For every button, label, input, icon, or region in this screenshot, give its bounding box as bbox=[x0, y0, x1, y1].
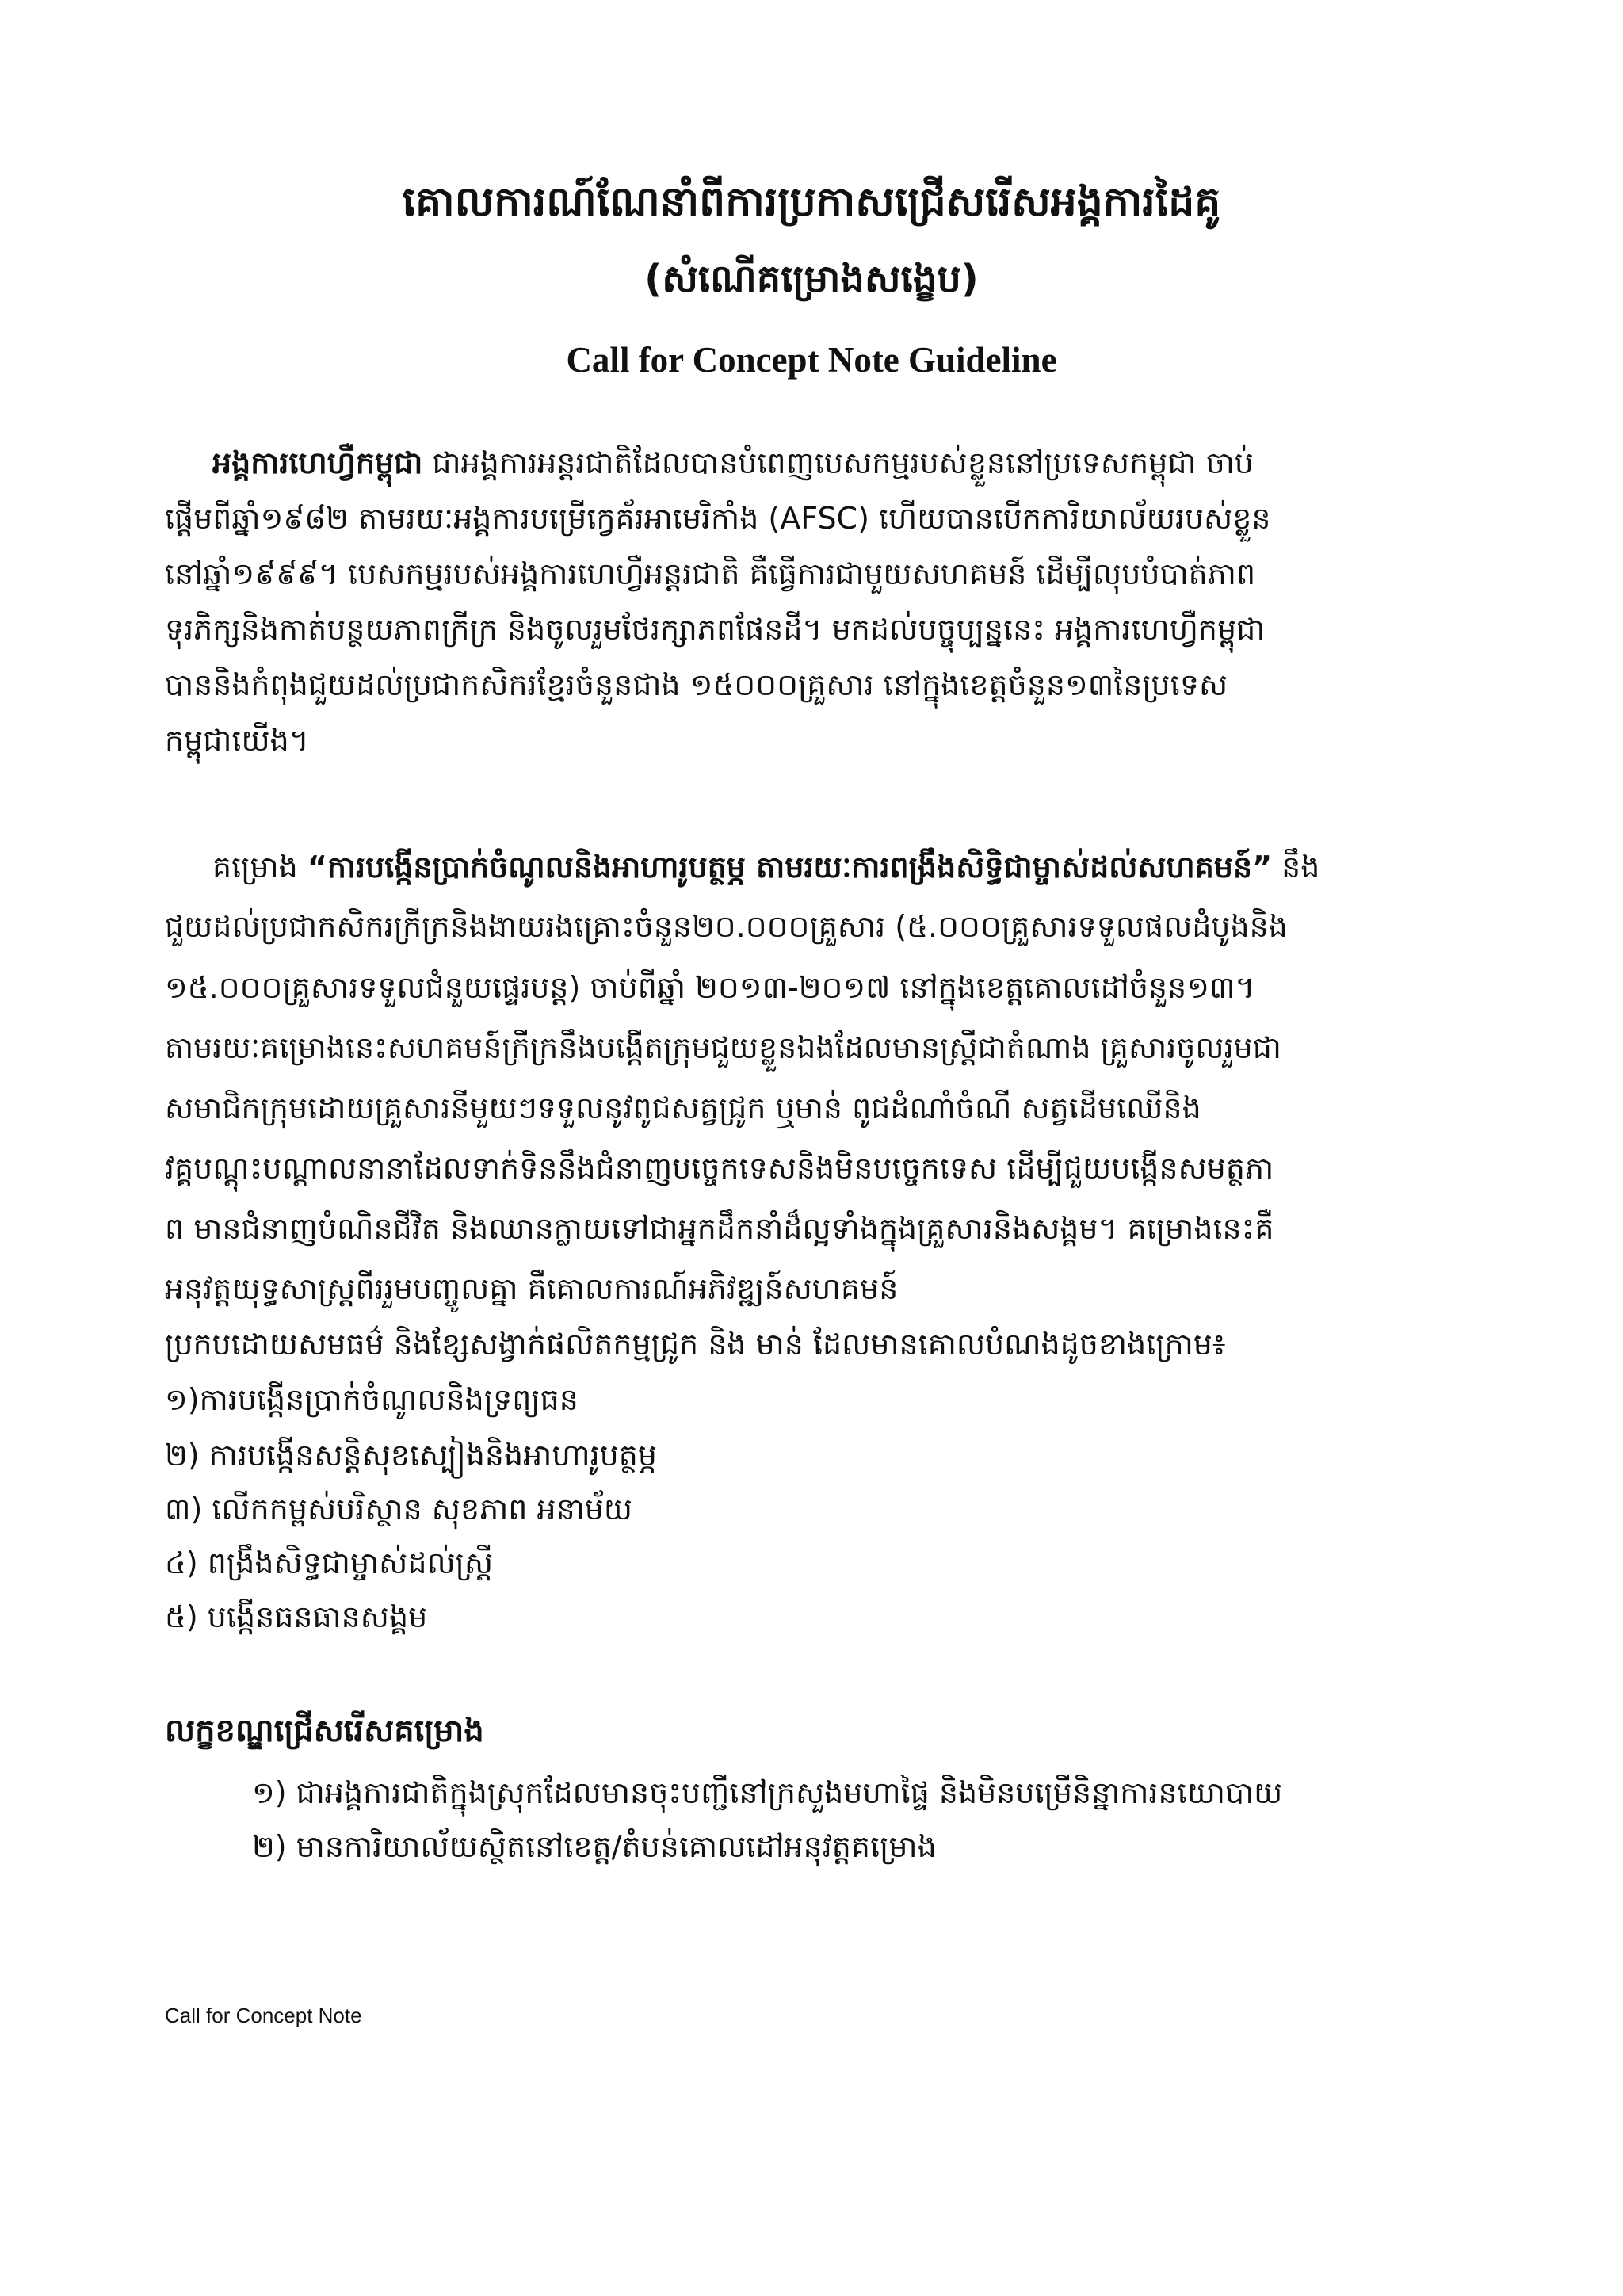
paragraph-project-line: ប្រកបដោយសមធម៌ និងខ្សែសង្វាក់ផលិតកម្មជ្រូក និង មាន់ ដែលមានគោលបំណងដូចខាងក្រោម៖ bbox=[165, 1327, 1226, 1362]
paragraph-project-line: វគ្គបណ្តុះបណ្តាលនានាដែលទាក់ទិននឹងជំនាញបច្ចេកទេសនិងមិនបច្ចេកទេស ដើម្បីជួយបង្កើនសមត្ថភា bbox=[165, 1151, 1274, 1186]
objective-item: ១)ការបង្កើនប្រាក់ចំណូលនិងទ្រព្យធន bbox=[165, 1382, 579, 1417]
paragraph-intro-line: កម្ពុជាយើង។ bbox=[165, 723, 309, 758]
title-khmer-line2: (សំណើគម្រោងសង្ខេប) bbox=[644, 257, 979, 301]
organization-name: អង្គការហេហ្វឺកម្ពុជា bbox=[212, 445, 423, 480]
paragraph-intro-line: បាននិងកំពុងជួយដល់ប្រជាកសិករខ្មែរចំនួនជាង ១៥០០០គ្រួសារ នៅក្នុងខេត្តចំនួន១៣នៃប្រទេស bbox=[165, 667, 1228, 702]
paragraph-project-line: ព មានជំនាញបំណិនជីវិត និងឈានក្លាយទៅជាអ្នកដឹកនាំដ៏ល្អទាំងក្នុងគ្រួសារនិងសង្គម។ គម្រោងនេះគឺ bbox=[165, 1211, 1274, 1246]
title-english: Call for Concept Note Guideline bbox=[566, 340, 1057, 380]
paragraph-intro-line: នៅឆ្នាំ១៩៩៩។ បេសកម្មរបស់អង្គការហេហ្វឺអន្តរជាតិ គឺធ្វើការជាមួយសហគមន៍ ដើម្បីលុបបំបាត់ភាព bbox=[165, 556, 1256, 591]
paragraph-project-line: សមាជិកក្រុមដោយគ្រួសារនីមួយៗទទួលនូវពូជសត្វជ្រូក ឬមាន់ ពូជដំណាំចំណី សត្វដើមឈើនិង bbox=[165, 1091, 1201, 1125]
paragraph-project-line: អនុវត្តយុទ្ធសាស្ត្រពីររួមបញ្ចូលគ្នា គឺគោលការណ៍អភិវឌ្ឍន៍សហគមន៍ bbox=[165, 1271, 899, 1306]
criteria-item: ១) ជាអង្គការជាតិក្នុងស្រុកដែលមានចុះបញ្ជីនៅក្រសួងមហាផ្ទៃ និងមិនបម្រើនិន្នាការនយោបាយ bbox=[252, 1775, 1283, 1810]
paragraph-project-line: តាមរយៈគម្រោងនេះសហគមន៍ក្រីក្រនឹងបង្កើតក្រុមជួយខ្លួនឯងដែលមានស្ត្រីជាតំណាង គ្រួសារចូលរួមជា bbox=[165, 1030, 1281, 1065]
paragraph-project-line bbox=[212, 848, 1319, 892]
title-khmer-line1: គោលការណ៍ណែនាំពីការប្រកាសជ្រើសរើសអង្គការដៃគូ bbox=[402, 178, 1221, 226]
project-name: “ការបង្កើនប្រាក់ចំណូលនិងអាហារូបត្ថម្ភ តាមរយៈការពង្រឹងសិទ្ធិជាម្ចាស់ដល់សហគមន៍” bbox=[307, 850, 1273, 884]
paragraph-intro-line: ផ្តើមពីឆ្នាំ១៩៨២ តាមរយៈអង្គការបម្រើក្វេគ័រអាមេរិកាំង (AFSC) ហើយបានបើកការិយាល័យរបស់ខ្លួន bbox=[165, 501, 1271, 536]
project-prefix: គម្រោង bbox=[212, 850, 307, 884]
objective-item: ២) ការបង្កើនសន្តិសុខស្បៀងនិងអាហារូបត្ថម្ភ bbox=[165, 1438, 658, 1473]
paragraph-intro-line: ទុរភិក្សនិងកាត់បន្ថយភាពក្រីក្រ និងចូលរួមថែរក្សាភពផែនដី។ មកដល់បច្ចុប្បន្ននេះ អង្គការហេហ្វឺកម្ពុជា bbox=[165, 612, 1266, 647]
objective-item: ៣) លើកកម្ពស់បរិស្ថាន សុខភាព អនាម័យ bbox=[165, 1492, 633, 1526]
paragraph-project-line: ១៥.០០០គ្រួសារទទួលជំនួយផ្ទេរបន្ត) ចាប់ពីឆ្នាំ ២០១៣-២០១៧ នៅក្នុងខេត្តគោលដៅចំនួន១៣។ bbox=[165, 970, 1255, 1005]
paragraph-intro-line bbox=[212, 444, 1254, 488]
page-footer: Call for Concept Note bbox=[165, 2004, 362, 2027]
paragraph-intro-text: ជាអង្គការអន្តរជាតិដែលបានបំពេញបេសកម្មរបស់ខ្លួននៅប្រទេសកម្ពុជា ចាប់ bbox=[422, 445, 1254, 480]
project-suffix: នឹង bbox=[1272, 850, 1320, 884]
criteria-heading: លក្ខខណ្ឌជ្រើសរើសគម្រោង bbox=[165, 1713, 484, 1749]
objective-item: ៥) បង្កើនធនធានសង្គម bbox=[165, 1599, 428, 1634]
paragraph-project-line: ជួយដល់ប្រជាកសិករក្រីក្រនិងងាយរងគ្រោះចំនួន២០.០០០គ្រួសារ (៥.០០០គ្រួសារទទួលផលដំបូងនិង bbox=[165, 909, 1288, 944]
criteria-item: ២) មានការិយាល័យស្ថិតនៅខេត្ត/តំបន់គោលដៅអនុវត្តគម្រោង bbox=[252, 1829, 937, 1864]
objective-item: ៤) ពង្រឹងសិទ្ធជាម្ចាស់ដល់ស្ត្រី bbox=[165, 1545, 494, 1580]
